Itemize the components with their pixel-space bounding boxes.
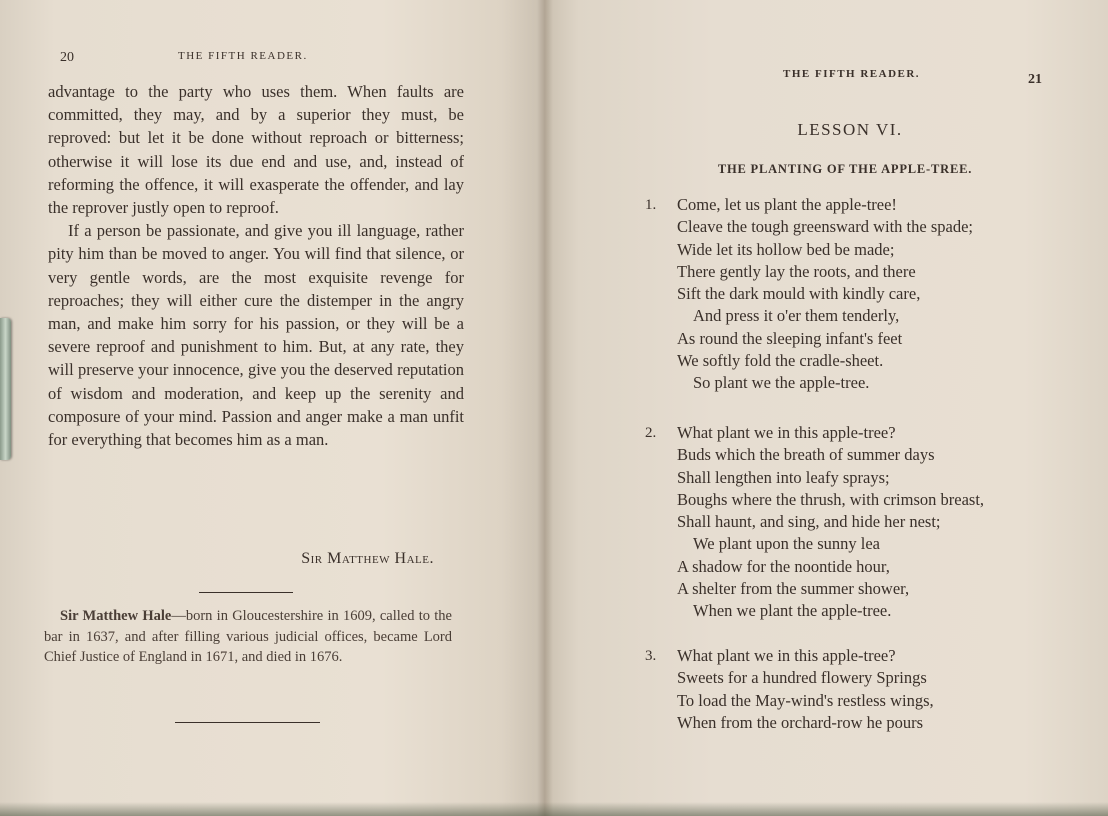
- page-bottom-shadow: [0, 802, 1108, 816]
- paragraph-1: advantage to the party who uses them. When faults are committed, they may, and by a superior they must, be reproved: but let it be done without reproach or bitterness; otherwise it will lose its due end and use, and, instead of reforming the offence, it will exasperate the offender, and lay the reprover justly open to reproof.: [48, 82, 464, 218]
- poem-title: THE PLANTING OF THE APPLE-TREE.: [717, 162, 973, 176]
- poem-line: Wide let its hollow bed be made;: [677, 239, 895, 259]
- stanza-lines: [677, 645, 1077, 734]
- paragraph-2: If a person be passionate, and give you ill language, rather pity him than be moved to anger. You will find that silence, or very gentle words, are the most exquisite revenge for reproaches; they will either cure the distemper in the angry man, and make him sorry for his passion, or they will be a severe reproof and punishment to him. But, at any rate, they will preserve your innocence, give you the deserved reputation of wisdom and moderation, and keep up the serenity and composure of your mind. Passion and anger make a man unfit for everything that becomes him as a man.: [48, 221, 464, 450]
- poem-line: Sift the dark mould with kindly care,: [677, 284, 921, 304]
- poem-line: A shadow for the noontide hour,: [677, 556, 890, 576]
- right-page: [545, 0, 1108, 816]
- poem-line: Sweets for a hundred flowery Springs: [677, 668, 927, 688]
- book-gutter: [537, 0, 553, 816]
- poem-line: As round the sleeping infant's feet: [677, 328, 903, 348]
- poem-line: Cleave the tough greensward with the spade;: [677, 217, 973, 237]
- poem-line: What plant we in this apple-tree?: [677, 646, 896, 665]
- stanza-number: 2.: [645, 425, 657, 441]
- binder-clip: [0, 318, 11, 460]
- poem-line: There gently lay the roots, and there: [677, 261, 916, 281]
- divider-rule: [199, 592, 293, 593]
- note-name: Sir Matthew Hale: [60, 608, 172, 624]
- biographical-note: [44, 606, 452, 668]
- page-number-left: 20: [60, 50, 74, 65]
- right-page-header: [775, 68, 1085, 90]
- poem-line: Boughs where the thrush, with crimson breast,: [677, 489, 985, 509]
- left-page: [0, 0, 545, 816]
- divider-rule-bottom: [175, 722, 320, 723]
- running-head-left: THE FIFTH READER.: [178, 50, 308, 62]
- poem-line: And press it o'er them tenderly,: [693, 306, 900, 326]
- stanza-lines: [677, 194, 1077, 395]
- poem-line: So plant we the apple-tree.: [693, 373, 870, 393]
- stanza-number: 3.: [645, 648, 657, 664]
- page-number-right: 21: [1028, 72, 1042, 87]
- poem-line: Shall lengthen into leafy sprays;: [677, 467, 890, 487]
- poem-line: What plant we in this apple-tree?: [677, 423, 896, 442]
- poem-line: Come, let us plant the apple-tree!: [677, 195, 897, 214]
- poem-line: A shelter from the summer shower,: [677, 579, 910, 599]
- poem-line: We plant upon the sunny lea: [693, 534, 881, 554]
- poem-line: Buds which the breath of summer days: [677, 445, 935, 465]
- left-page-header: [60, 50, 480, 70]
- note-text: —born in Gloucestershire in 1609, called to the bar in 1637, and after filling various judicial offices, became Lord Chief Justice of England in 1671, and died in 1676.: [44, 608, 452, 665]
- prose-text: [48, 80, 464, 451]
- stanza-number: 1.: [645, 197, 657, 213]
- poem-line: When from the orchard-row he pours: [677, 712, 924, 732]
- lesson-title: LESSON VI.: [797, 120, 903, 139]
- poem-line: We softly fold the cradle-sheet.: [677, 351, 884, 371]
- poem-line: To load the May-wind's restless wings,: [677, 690, 934, 710]
- stanza-lines: [677, 422, 1077, 623]
- poem-line: Shall haunt, and sing, and hide her nest;: [677, 512, 941, 532]
- poem-line: When we plant the apple-tree.: [693, 601, 892, 621]
- running-head-right: THE FIFTH READER.: [783, 68, 921, 80]
- author-signature: Sir Matthew Hale.: [301, 550, 434, 567]
